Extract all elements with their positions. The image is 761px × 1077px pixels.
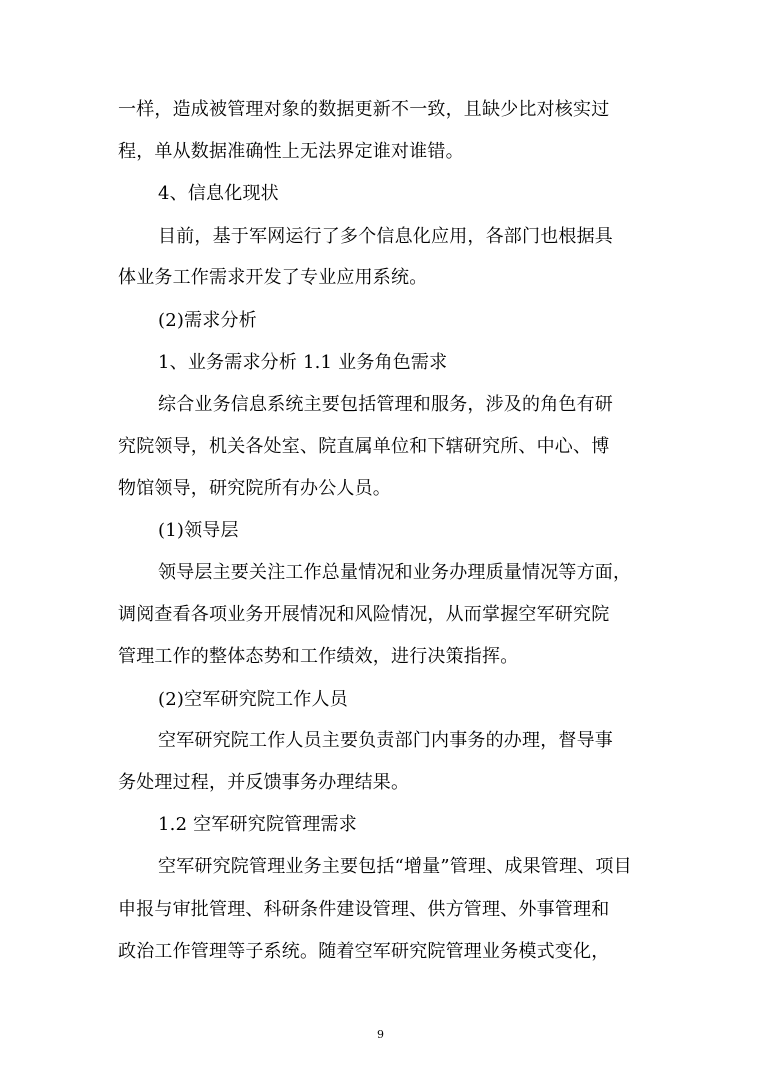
section-heading: (2)需求分析 <box>158 310 257 331</box>
paragraph-line: 一样，造成被管理对象的数据更新不一致，且缺少比对核实过 <box>118 99 610 120</box>
paragraph-line: 领导层主要关注工作总量情况和业务办理质量情况等方面， <box>158 562 632 583</box>
paragraph-line: 申报与审批管理、科研条件建设管理、供方管理、外事管理和 <box>118 899 610 920</box>
paragraph-line: 管理工作的整体态势和工作绩效，进行决策指挥。 <box>118 646 519 667</box>
paragraph-line: 目前，基于军网运行了多个信息化应用，各部门也根据具 <box>158 226 613 247</box>
paragraph-line: 空军研究院工作人员主要负责部门内事务的办理，督导事 <box>158 730 613 751</box>
section-heading: 1、业务需求分析 1.1 业务角色需求 <box>158 352 448 373</box>
section-heading: (2)空军研究院工作人员 <box>158 689 348 710</box>
page-number: 9 <box>377 1028 384 1041</box>
paragraph-line: 政治工作管理等子系统。随着空军研究院管理业务模式变化， <box>118 941 610 962</box>
paragraph-line: 物馆领导，研究院所有办公人员。 <box>118 478 391 499</box>
section-heading: 1.2 空军研究院管理需求 <box>158 814 357 835</box>
paragraph-line: 调阅查看各项业务开展情况和风险情况，从而掌握空军研究院 <box>118 604 610 625</box>
paragraph-line: 空军研究院管理业务主要包括“增量”管理、成果管理、项目 <box>158 856 632 877</box>
paragraph-line: 程，单从数据准确性上无法界定谁对谁错。 <box>118 141 464 162</box>
paragraph-line: 综合业务信息系统主要包括管理和服务，涉及的角色有研 <box>158 394 613 415</box>
section-heading: 4、信息化现状 <box>158 183 279 204</box>
paragraph-line: 究院领导，机关各处室、院直属单位和下辖研究所、中心、博 <box>118 436 610 457</box>
section-heading: (1)领导层 <box>158 520 239 541</box>
paragraph-line: 务处理过程，并反馈事务办理结果。 <box>118 772 410 793</box>
paragraph-line: 体业务工作需求开发了专业应用系统。 <box>118 267 428 288</box>
